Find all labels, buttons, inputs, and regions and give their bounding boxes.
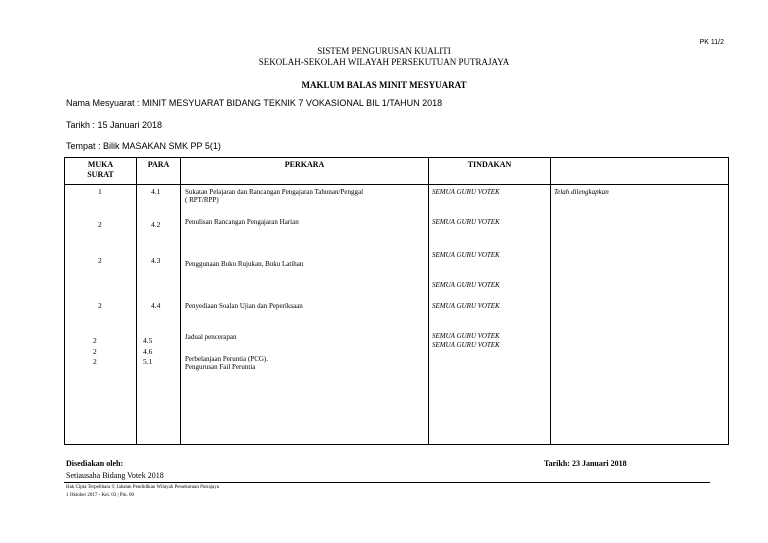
prepared-by-label: Disediakan oleh: [66,459,124,468]
footer-date: Tarikh: 23 Januari 2018 [544,459,627,468]
catatan-column [551,185,729,445]
table-cell: Jadual pencerapan [185,333,237,341]
perkara-column [181,185,429,445]
table-cell: Penulisan Rancangan Pengajaran Harian [185,218,299,226]
col-header-perkara: PERKARA [181,158,429,185]
table-cell: SEMUA GURU VOTEK [432,341,500,349]
table-cell: 2 [98,301,102,310]
document-title: MAKLUM BALAS MINIT MESYUARAT [301,80,467,90]
table-cell: 2 [93,357,97,366]
table-cell: ( RPT/RPP) [185,196,219,204]
meeting-name: Nama Mesyuarat : MINIT MESYUARAT BIDANG TEKNIK 7 VOKASIONAL BIL 1/TAHUN 2018 [66,98,443,108]
table-cell: 2 [93,347,97,356]
meeting-venue: Tempat : Bilik MASAKAN SMK PP 5(1) [66,141,221,151]
table-cell: SEMUA GURU VOTEK [432,281,500,289]
table-cell: SEMUA GURU VOTEK [432,332,500,340]
version-text: 1 Oktober 2017 - Kel. 03 | Pin. 00 [66,493,134,498]
col-header-catatan [551,158,729,185]
para-column [137,185,181,445]
table-cell: SEMUA GURU VOTEK [432,251,500,259]
table-cell: 5.1 [143,357,153,366]
muka-surat-column [65,185,137,445]
form-code: PK 11/2 [699,39,724,46]
table-cell: 4.6 [143,347,153,356]
table-cell: 1 [98,187,102,196]
secretary-name: Setiausaha Bidang Votek 2018 [66,471,164,480]
col-header-para: PARA [137,158,181,185]
table-cell: 2 [98,256,102,265]
table-cell: Penggunaan Buku Rujukan, Buku Latihan [185,260,304,268]
copyright-text: Hak Cipta Terpelihara © Jabatan Pendidikan Wilayah Persekutuan Putrajaya [66,485,220,490]
table-cell: SEMUA GURU VOTEK [432,218,500,226]
minutes-table [64,157,729,445]
table-cell: Penyediaan Soalan Ujian dan Peperiksaan [185,302,303,310]
table-cell: Perbelanjaan Peruntia (PCG). [185,355,269,363]
system-title: SISTEM PENGURUSAN KUALITI [317,46,451,56]
meeting-date: Tarikh : 15 Januari 2018 [66,120,163,130]
table-cell: 4.3 [151,256,161,265]
table-cell: 4.4 [151,301,161,310]
table-cell: 4.5 [143,336,153,345]
table-cell: 4.2 [151,220,161,229]
table-header-row [65,158,729,185]
table-cell: 4.1 [151,187,161,196]
table-cell: SEMUA GURU VOTEK [432,302,500,310]
table-cell: Telah dilengkapkan [554,188,609,196]
table-body-row [65,185,729,445]
footer-divider [64,482,710,483]
school-title: SEKOLAH-SEKOLAH WILAYAH PERSEKUTUAN PUTRAJAYA [258,57,510,67]
table-cell: Sukatan Pelajaran dan Rancangan Pengajaran Tahunan/Penggal [185,188,364,196]
tindakan-column [429,185,551,445]
table-cell: SEMUA GURU VOTEK [432,188,500,196]
col-header-tindakan: TINDAKAN [429,158,551,185]
table-cell: 2 [93,336,97,345]
col-header-muka-surat: MUKA SURAT [65,158,137,185]
table-cell: Pengurusan Fail Peruntia [185,363,256,371]
table-cell: 2 [98,220,102,229]
